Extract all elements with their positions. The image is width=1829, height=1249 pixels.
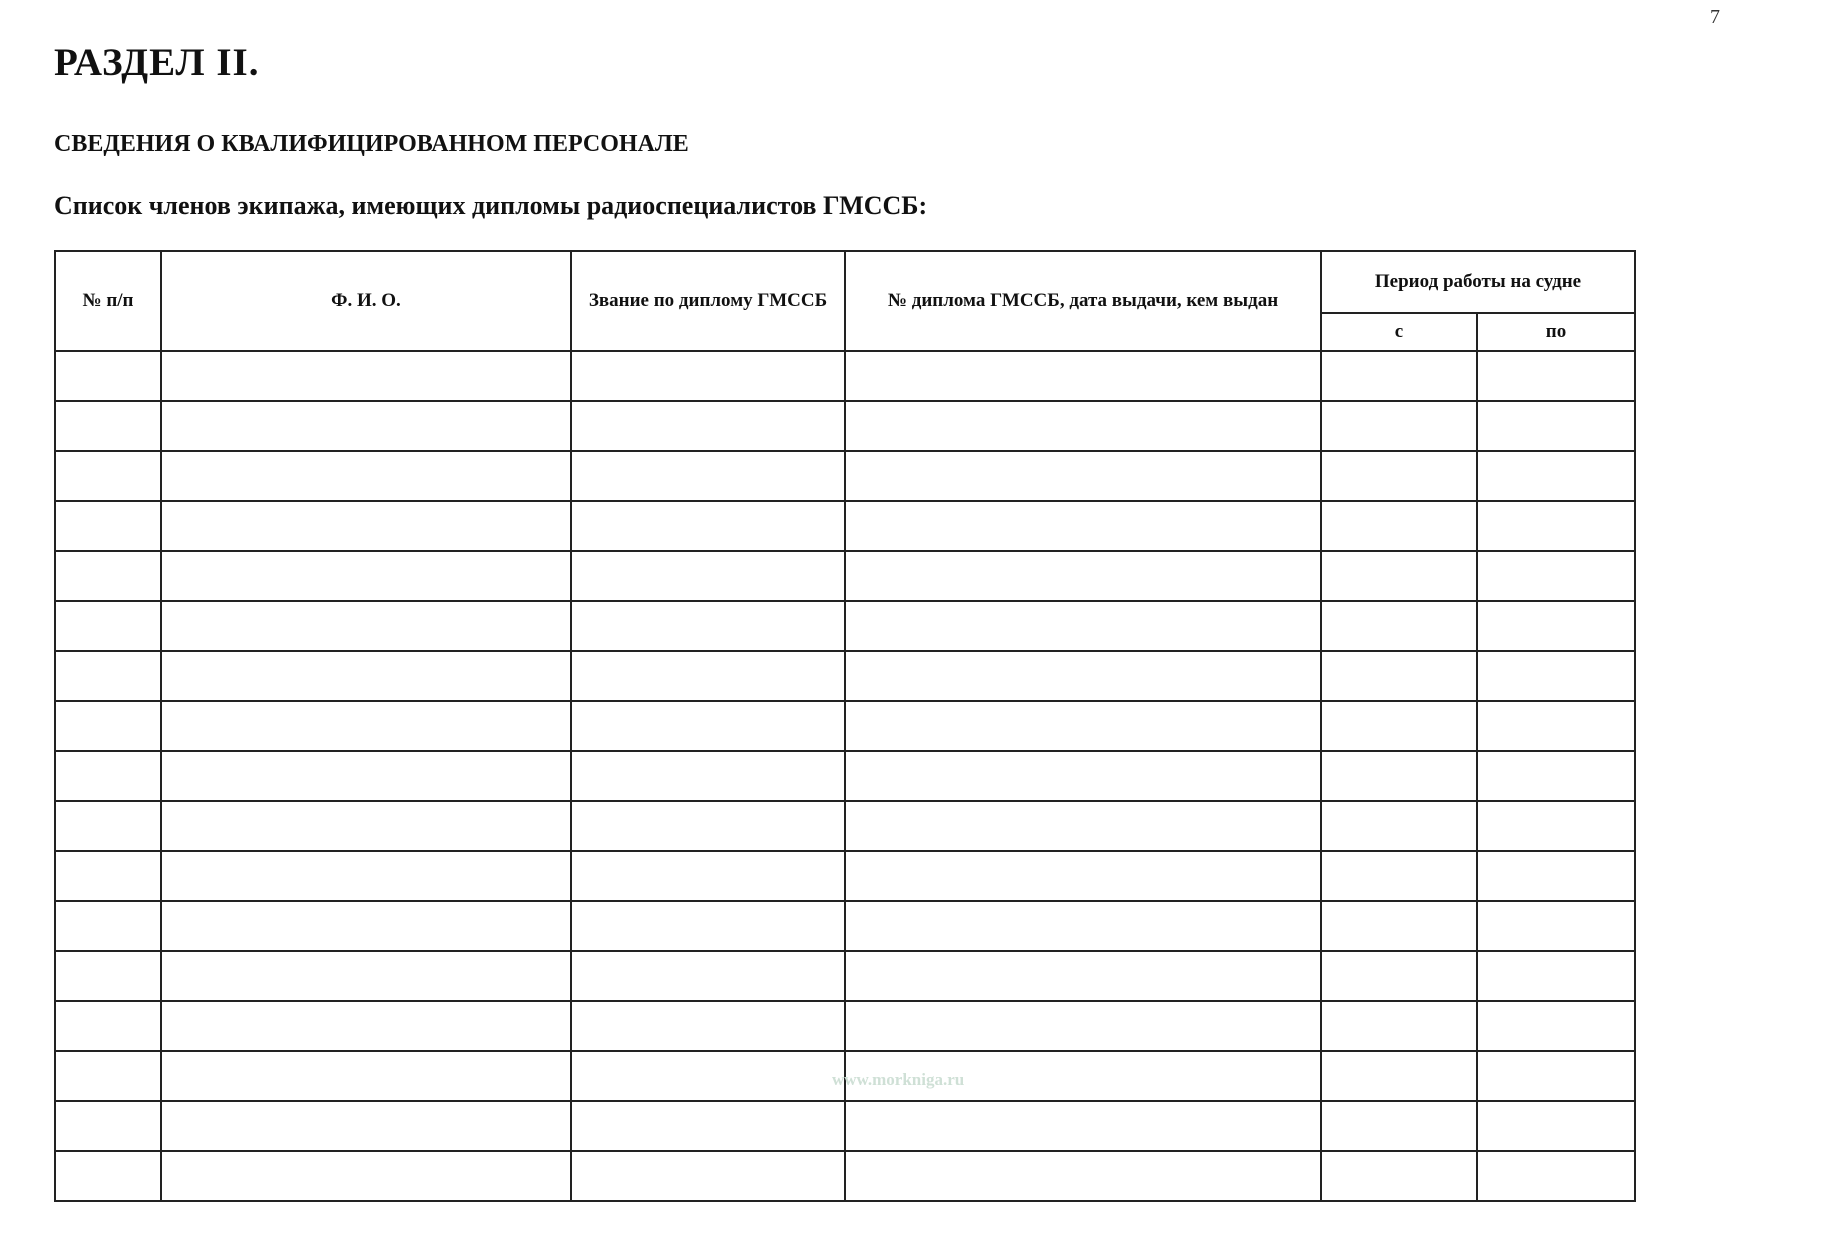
cell-period-from: [1321, 1151, 1477, 1201]
cell-period-from: [1321, 751, 1477, 801]
cell-name: [161, 401, 571, 451]
cell-name: [161, 551, 571, 601]
cell-rank: [571, 401, 845, 451]
cell-diploma: [845, 651, 1321, 701]
cell-period-to: [1477, 1051, 1635, 1101]
cell-period-from: [1321, 601, 1477, 651]
cell-period-to: [1477, 551, 1635, 601]
table-row: [55, 851, 1635, 901]
cell-number: [55, 901, 161, 951]
table-row: [55, 801, 1635, 851]
cell-period-to: [1477, 1151, 1635, 1201]
watermark: www.morkniga.ru: [832, 1070, 965, 1089]
cell-rank: [571, 1051, 845, 1101]
column-header-rank: Звание по диплому ГМССБ: [571, 251, 845, 351]
cell-period-to: [1477, 1001, 1635, 1051]
cell-period-to: [1477, 901, 1635, 951]
cell-number: [55, 651, 161, 701]
column-header-diploma: № диплома ГМССБ, дата выдачи, кем выдан: [845, 251, 1321, 351]
cell-period-from: [1321, 801, 1477, 851]
cell-rank: [571, 1101, 845, 1151]
table-row: [55, 401, 1635, 451]
table-row: [55, 901, 1635, 951]
column-header-name: Ф. И. О.: [161, 251, 571, 351]
table-row: [55, 1001, 1635, 1051]
table-row: [55, 651, 1635, 701]
cell-name: [161, 1001, 571, 1051]
cell-rank: [571, 651, 845, 701]
cell-period-from: [1321, 451, 1477, 501]
cell-diploma: [845, 901, 1321, 951]
section-subtitle: СВЕДЕНИЯ О КВАЛИФИЦИРОВАННОМ ПЕРСОНАЛЕ: [54, 131, 689, 157]
cell-diploma: [845, 551, 1321, 601]
cell-name: [161, 751, 571, 801]
cell-name: [161, 1051, 571, 1101]
cell-number: [55, 1151, 161, 1201]
cell-period-from: [1321, 1101, 1477, 1151]
cell-period-from: [1321, 851, 1477, 901]
cell-period-to: [1477, 801, 1635, 851]
cell-diploma: [845, 451, 1321, 501]
cell-name: [161, 951, 571, 1001]
cell-number: [55, 601, 161, 651]
cell-number: [55, 801, 161, 851]
cell-number: [55, 751, 161, 801]
cell-number: [55, 701, 161, 751]
cell-rank: [571, 351, 845, 401]
cell-diploma: [845, 501, 1321, 551]
table-row: [55, 1151, 1635, 1201]
table-row: [55, 751, 1635, 801]
cell-diploma: [845, 1151, 1321, 1201]
cell-number: [55, 351, 161, 401]
cell-name: [161, 1101, 571, 1151]
cell-number: [55, 551, 161, 601]
cell-rank: [571, 951, 845, 1001]
cell-period-from: [1321, 351, 1477, 401]
cell-name: [161, 851, 571, 901]
cell-name: [161, 701, 571, 751]
cell-diploma: [845, 351, 1321, 401]
cell-rank: [571, 851, 845, 901]
cell-rank: [571, 801, 845, 851]
cell-name: [161, 601, 571, 651]
cell-period-to: [1477, 601, 1635, 651]
cell-period-to: [1477, 751, 1635, 801]
cell-rank: [571, 901, 845, 951]
cell-diploma: [845, 851, 1321, 901]
table-row: [55, 601, 1635, 651]
cell-period-from: [1321, 1051, 1477, 1101]
cell-period-from: [1321, 651, 1477, 701]
cell-diploma: [845, 751, 1321, 801]
cell-rank: [571, 601, 845, 651]
cell-period-to: [1477, 851, 1635, 901]
cell-rank: [571, 701, 845, 751]
section-title: РАЗДЕЛ II.: [54, 41, 260, 84]
cell-diploma: [845, 951, 1321, 1001]
cell-name: [161, 651, 571, 701]
table-row: [55, 951, 1635, 1001]
table-row: [55, 351, 1635, 401]
cell-number: [55, 501, 161, 551]
cell-period-to: [1477, 451, 1635, 501]
cell-period-from: [1321, 401, 1477, 451]
cell-rank: [571, 751, 845, 801]
cell-name: [161, 801, 571, 851]
table-header-row: [55, 251, 1635, 313]
column-header-number: № п/п: [55, 251, 161, 351]
cell-diploma: [845, 401, 1321, 451]
cell-period-from: [1321, 1001, 1477, 1051]
column-header-to: по: [1477, 313, 1635, 351]
table-row: [55, 501, 1635, 551]
cell-rank: [571, 451, 845, 501]
cell-diploma: [845, 601, 1321, 651]
cell-name: [161, 501, 571, 551]
cell-diploma: [845, 1101, 1321, 1151]
table-row: [55, 701, 1635, 751]
cell-diploma: [845, 1001, 1321, 1051]
cell-period-to: [1477, 701, 1635, 751]
cell-period-to: [1477, 351, 1635, 401]
cell-rank: [571, 1151, 845, 1201]
cell-number: [55, 1001, 161, 1051]
cell-period-to: [1477, 501, 1635, 551]
list-caption: Список членов экипажа, имеющих дипломы радиоспециалистов ГМССБ:: [54, 191, 928, 220]
cell-period-from: [1321, 501, 1477, 551]
cell-period-from: [1321, 551, 1477, 601]
cell-rank: [571, 501, 845, 551]
table-row: [55, 1101, 1635, 1151]
cell-number: [55, 951, 161, 1001]
cell-period-to: [1477, 401, 1635, 451]
cell-period-from: [1321, 701, 1477, 751]
cell-name: [161, 351, 571, 401]
cell-number: [55, 401, 161, 451]
column-header-period: Период работы на судне: [1321, 251, 1635, 313]
cell-number: [55, 451, 161, 501]
cell-number: [55, 1051, 161, 1101]
cell-diploma: [845, 801, 1321, 851]
cell-number: [55, 851, 161, 901]
cell-name: [161, 1151, 571, 1201]
cell-number: [55, 1101, 161, 1151]
cell-rank: [571, 1001, 845, 1051]
cell-period-to: [1477, 1101, 1635, 1151]
table-row: [55, 551, 1635, 601]
cell-name: [161, 451, 571, 501]
cell-period-to: [1477, 951, 1635, 1001]
cell-diploma: [845, 701, 1321, 751]
page-number: 7: [1710, 6, 1720, 28]
cell-name: [161, 901, 571, 951]
cell-rank: [571, 551, 845, 601]
crew-table: [54, 250, 1636, 1202]
table-row: [55, 451, 1635, 501]
cell-period-from: [1321, 901, 1477, 951]
cell-period-from: [1321, 951, 1477, 1001]
column-header-from: с: [1321, 313, 1477, 351]
cell-period-to: [1477, 651, 1635, 701]
